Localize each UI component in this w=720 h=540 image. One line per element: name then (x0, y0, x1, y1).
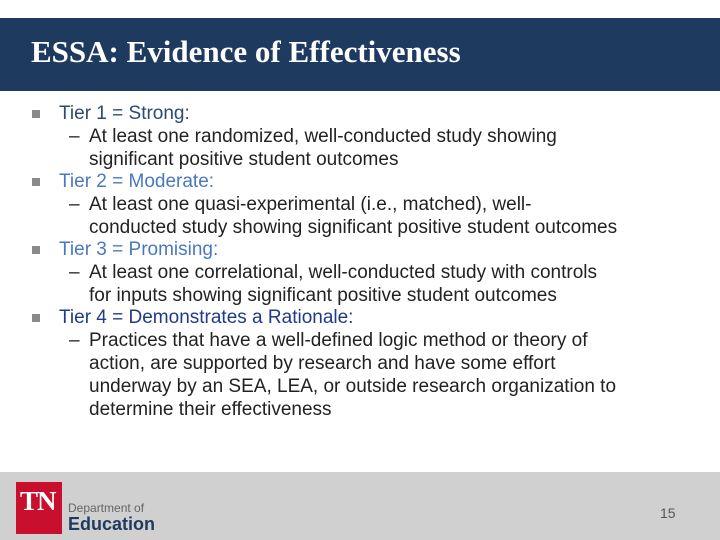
logo-education-text: Education (68, 514, 156, 534)
slide-title: ESSA: Evidence of Effectiveness (31, 34, 461, 69)
tier-2-description (32, 193, 689, 239)
tier-3-heading: Tier 3 = Promising: (59, 239, 219, 260)
dash-bullet: – (69, 330, 80, 351)
description-line: At least one randomized, well-conducted study showing (89, 126, 557, 147)
logo-department-text: Department of (68, 501, 145, 515)
page-number: 15 (660, 505, 676, 521)
dash-bullet: – (69, 194, 80, 215)
tier-2-heading: Tier 2 = Moderate: (59, 171, 215, 192)
tier-2-item (32, 171, 712, 193)
tier-1-description (32, 125, 689, 171)
description-line: conducted study showing significant positive student outcomes (89, 217, 618, 238)
description-line: At least one quasi-experimental (i.e., matched), well- (89, 194, 532, 215)
slide-content (32, 103, 712, 421)
tn-logo-block (16, 482, 62, 534)
description-line: At least one correlational, well-conducted study with controls (89, 262, 597, 283)
description-line: significant positive student outcomes (89, 149, 399, 170)
dash-bullet: – (69, 262, 80, 283)
description-line: determine their effectiveness (89, 399, 332, 420)
dash-bullet: – (69, 126, 80, 147)
tn-department-of-education-logo (16, 482, 156, 534)
square-bullet-icon (32, 178, 40, 186)
tier-4-heading: Tier 4 = Demonstrates a Rationale: (59, 307, 354, 328)
tier-3-item (32, 239, 712, 261)
tier-4-description (32, 329, 689, 421)
square-bullet-icon (32, 110, 40, 118)
tn-logo-text: TN (20, 486, 56, 516)
square-bullet-icon (32, 246, 40, 254)
tier-4-item (32, 307, 712, 329)
description-line: action, are supported by research and have some effort (89, 353, 556, 374)
tier-1-item (32, 103, 712, 125)
description-line: for inputs showing significant positive student outcomes (89, 285, 557, 306)
description-line: underway by an SEA, LEA, or outside research organization to (89, 376, 617, 397)
description-line: Practices that have a well-defined logic method or theory of (89, 330, 588, 351)
tier-1-heading: Tier 1 = Strong: (59, 103, 190, 124)
square-bullet-icon (32, 314, 40, 322)
tier-3-description (32, 261, 689, 307)
